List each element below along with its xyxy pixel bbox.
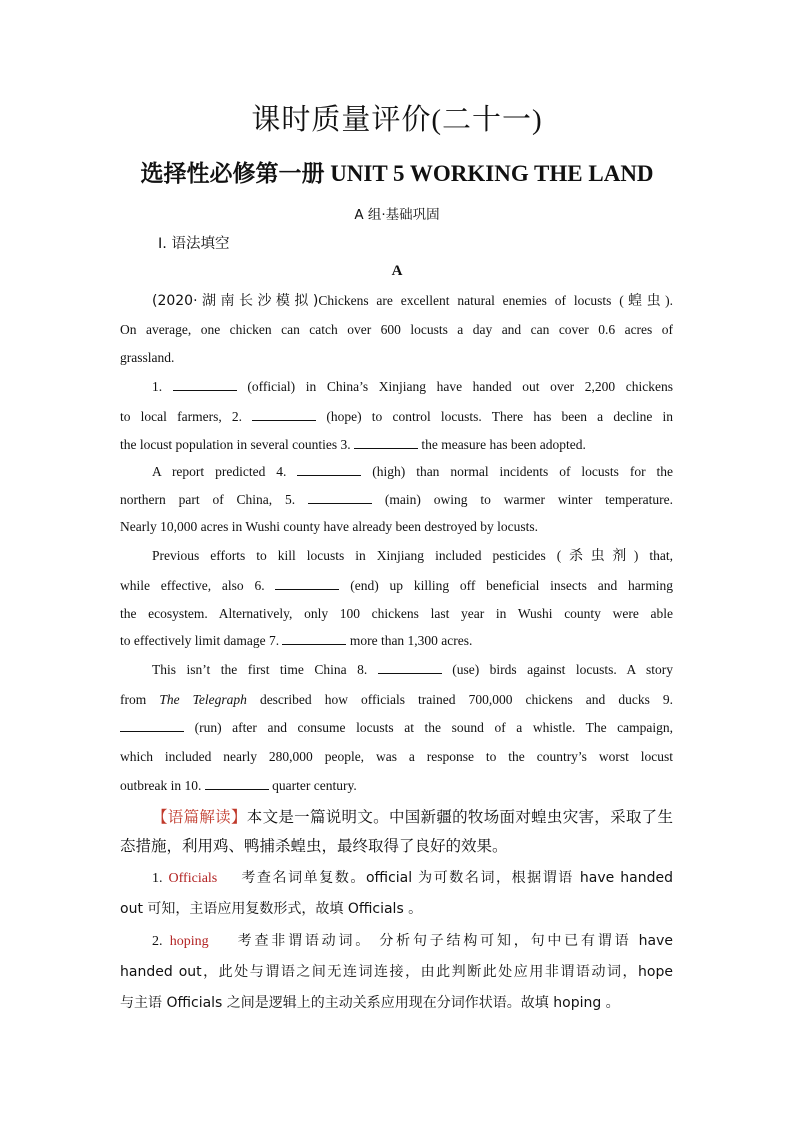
answer-blank[interactable]: [173, 378, 237, 391]
answer-blank[interactable]: [354, 436, 418, 449]
passage-line: (2020·湖南长沙模拟)Chickens are excellent natural enemies of locusts (蝗虫).: [152, 293, 674, 309]
passage-line: (run) after and consume locusts at the sound of a whistle. The campaign,: [120, 718, 673, 738]
analysis-line: 态措施，利用鸡、鸭捕杀蝗虫，最终取得了良好的效果。: [120, 837, 508, 855]
answer-explanation: 与主语 Officials 之间是逻辑上的主动关系应用现在分词作状语。故填 hoping 。: [120, 995, 620, 1011]
answer-explanation: 2. hoping 考查非谓语动词。 分析句子结构可知，句中已有谓语 have: [152, 933, 673, 949]
passage-line: northern part of China, 5. (main) owing to warmer winter temperature.: [120, 492, 674, 507]
passage-line: This isn’t the first time China 8. (use) birds against locusts. A story: [152, 662, 673, 677]
section-heading: Ⅰ. 语法填空: [158, 236, 230, 252]
analysis-tag: 【语篇解读】: [152, 808, 247, 826]
answer-blank[interactable]: [378, 661, 442, 674]
title-number: (二十一): [431, 104, 543, 136]
passage-line: the ecosystem. Alternatively, only 100 chickens last year in Wushi county were able: [120, 606, 673, 621]
passage-line: Previous efforts to kill locusts in Xinjiang included pesticides (杀虫剂) that,: [152, 548, 673, 564]
answer-text: hoping: [169, 934, 209, 949]
passage-line: while effective, also 6. (end) up killing off beneficial insects and harming: [120, 578, 674, 593]
passage-line: the locust population in several counties 3. the measure has been adopted.: [120, 437, 586, 452]
answer-blank[interactable]: [275, 577, 339, 590]
publication-title: The Telegraph: [159, 692, 247, 707]
passage-line: which included nearly 280,000 people, was a response to the country’s worst locust: [120, 749, 673, 764]
unit-subtitle: 选择性必修第一册 UNIT 5 WORKING THE LAND: [140, 161, 654, 186]
answer-blank[interactable]: [308, 491, 372, 504]
answer-blank[interactable]: [282, 632, 346, 645]
answer-blank[interactable]: [252, 408, 316, 421]
answer-explanation: handed out，此处与谓语之间无连词连接，由此判断此处应用非谓语动词，hope: [120, 964, 673, 980]
answer-explanation: 1. Officials 考查名词单复数。official 为可数名词，根据谓语 have handed: [152, 870, 673, 886]
answer-explanation: out 可知，主语应用复数形式，故填 Officials 。: [120, 901, 423, 917]
title-cn: 课时质量评价: [251, 102, 432, 136]
group-label: A 组·基础巩固: [354, 207, 440, 223]
passage-line: from The Telegraph described how officials trained 700,000 chickens and ducks 9.: [120, 692, 674, 707]
answer-text: Officials: [168, 871, 218, 886]
passage-line: to local farmers, 2. (hope) to control locusts. There has been a decline in: [120, 409, 674, 424]
passage-line: Nearly 10,000 acres in Wushi county have already been destroyed by locusts.: [120, 519, 538, 534]
passage-line: A report predicted 4. (high) than normal incidents of locusts for the: [152, 464, 673, 479]
analysis-line: 【语篇解读】本文是一篇说明文。中国新疆的牧场面对蝗虫灾害，采取了生: [152, 808, 673, 826]
passage-line: to effectively limit damage 7. more than 1,300 acres.: [120, 633, 473, 648]
answer-blank[interactable]: [120, 719, 184, 732]
page-title: [0, 97, 794, 138]
passage-line: outbreak in 10. quarter century.: [120, 778, 357, 793]
passage-line: grassland.: [120, 350, 175, 365]
answer-blank[interactable]: [205, 777, 269, 790]
answer-blank[interactable]: [297, 463, 361, 476]
passage-line: 1. (official) in China’s Xinjiang have handed out over 2,200 chickens: [152, 379, 673, 394]
passage-line: On average, one chicken can catch over 600 locusts a day and can cover 0.6 acres of: [120, 322, 673, 337]
passage-letter: A: [391, 263, 403, 279]
source-note: (2020·湖南长沙模拟): [152, 293, 319, 309]
